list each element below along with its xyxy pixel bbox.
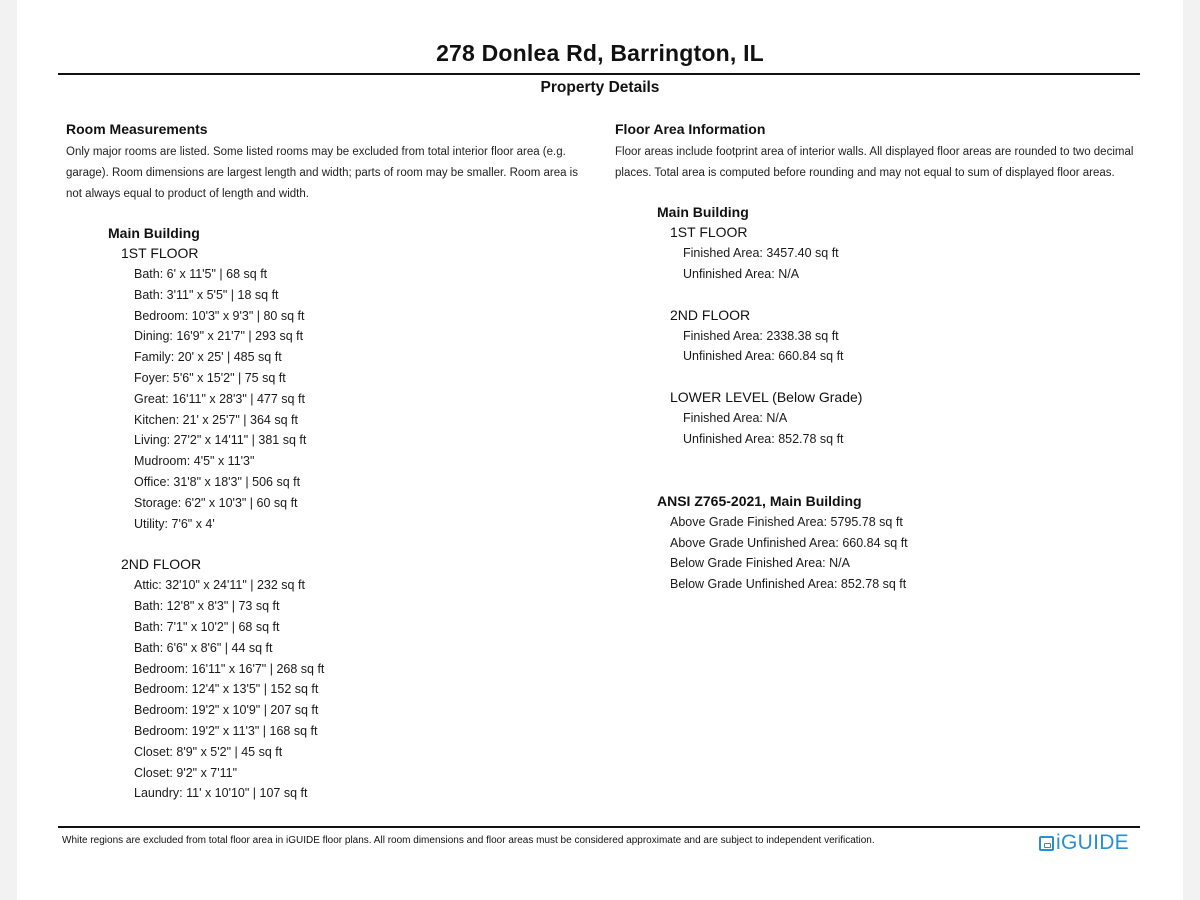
building-name: Main Building [108,225,200,241]
ansi-title: ANSI Z765-2021, Main Building [657,492,862,509]
ansi-list [615,512,1145,595]
room-item: Bath: 6'6" x 8'6" | 44 sq ft [134,640,273,655]
area-item: Unfinished Area: 660.84 sq ft [683,349,844,364]
room-item: Bath: 3'11" x 5'5" | 18 sq ft [134,287,279,302]
room-item: Mudroom: 4'5" x 11'3" [134,454,255,469]
area-item: Unfinished Area: 852.78 sq ft [683,431,844,446]
floor-area-note: Floor areas include footprint area of interior walls. All displayed floor areas are rounded to two decimal places. Total area is computed before rounding and may not equal to sum of displayed floor areas. [615,146,1134,179]
room-item: Bedroom: 16'11" x 16'7" | 268 sq ft [134,661,325,676]
room-item: Utility: 7'6" x 4' [134,516,215,531]
floor-heading: 2ND FLOOR [670,306,751,323]
room-item: Bath: 6' x 11'5" | 68 sq ft [134,267,268,281]
room-item: Kitchen: 21' x 25'7" | 364 sq ft [134,412,298,427]
room-item: Closet: 9'2" x 7'11" [134,765,238,780]
ansi-item: Below Grade Finished Area: N/A [670,556,850,571]
ansi-item: Below Grade Unfinished Area: 852.78 sq ft [670,577,907,592]
page-subtitle: Property Details [540,79,660,96]
area-item: Finished Area: 2338.38 sq ft [683,328,839,343]
room-item: Closet: 8'9" x 5'2" | 45 sq ft [134,744,283,759]
floor-area-heading: Floor Area Information [615,121,766,137]
floor-area-list [615,222,1145,450]
area-item: Finished Area: N/A [683,411,788,426]
header-divider [58,73,1140,75]
floor-heading: 1ST FLOOR [670,224,748,240]
room-item: Foyer: 5'6" x 15'2" | 75 sq ft [134,370,286,385]
room-item: Storage: 6'2" x 10'3" | 60 sq ft [134,495,298,510]
building-name: Main Building [657,204,749,220]
footer-divider [58,826,1140,828]
room-measurements-section [66,121,596,804]
room-item: Laundry: 11' x 10'10" | 107 sq ft [134,786,308,801]
ansi-item: Above Grade Finished Area: 5795.78 sq ft [670,514,903,529]
area-item: Unfinished Area: N/A [683,266,800,281]
floor-area-building [615,202,1145,595]
room-item: Bath: 12'8" x 8'3" | 73 sq ft [134,599,280,614]
room-floor-list [66,243,596,804]
iguide-logo-icon [1039,836,1054,851]
room-item: Family: 20' x 25' | 485 sq ft [134,350,282,365]
ansi-item: Above Grade Unfinished Area: 660.84 sq ft [670,535,908,550]
floor-area-section [615,121,1145,595]
room-item: Bedroom: 10'3" x 9'3" | 80 sq ft [134,308,305,323]
room-measurements-note: Only major rooms are listed. Some listed rooms may be excluded from total interior floor area (e.g. garage). Room dimensions are largest length and width; parts of room may be smaller. Room area is not always equal to product of length and width. [66,146,578,200]
room-measurements-building [66,223,596,804]
document-page [17,0,1183,900]
room-item: Dining: 16'9" x 21'7" | 293 sq ft [134,329,304,344]
page-title: 278 Donlea Rd, Barrington, IL [436,40,764,66]
floor-heading: LOWER LEVEL (Below Grade) [670,389,863,406]
room-item: Living: 27'2" x 14'11" | 381 sq ft [134,433,307,448]
floor-heading: 2ND FLOOR [121,556,202,573]
room-item: Bath: 7'1" x 10'2" | 68 sq ft [134,619,280,634]
iguide-logo-text: iGUIDE [1056,831,1129,854]
room-item: Bedroom: 19'2" x 10'9" | 207 sq ft [134,703,319,718]
room-item: Great: 16'11" x 28'3" | 477 sq ft [134,391,305,406]
room-item: Attic: 32'10" x 24'11" | 232 sq ft [134,578,305,593]
iguide-logo [1039,831,1129,855]
room-item: Bedroom: 12'4" x 13'5" | 152 sq ft [134,682,319,697]
floor-heading: 1ST FLOOR [121,245,199,261]
footer-disclaimer: White regions are excluded from total floor area in iGUIDE floor plans. All room dimensions and floor areas must be considered approximate and are subject to independent verification. [62,835,875,846]
area-item: Finished Area: 3457.40 sq ft [683,246,839,260]
room-item: Bedroom: 19'2" x 11'3" | 168 sq ft [134,723,318,738]
room-measurements-heading: Room Measurements [66,121,208,137]
room-item: Office: 31'8" x 18'3" | 506 sq ft [134,474,301,489]
